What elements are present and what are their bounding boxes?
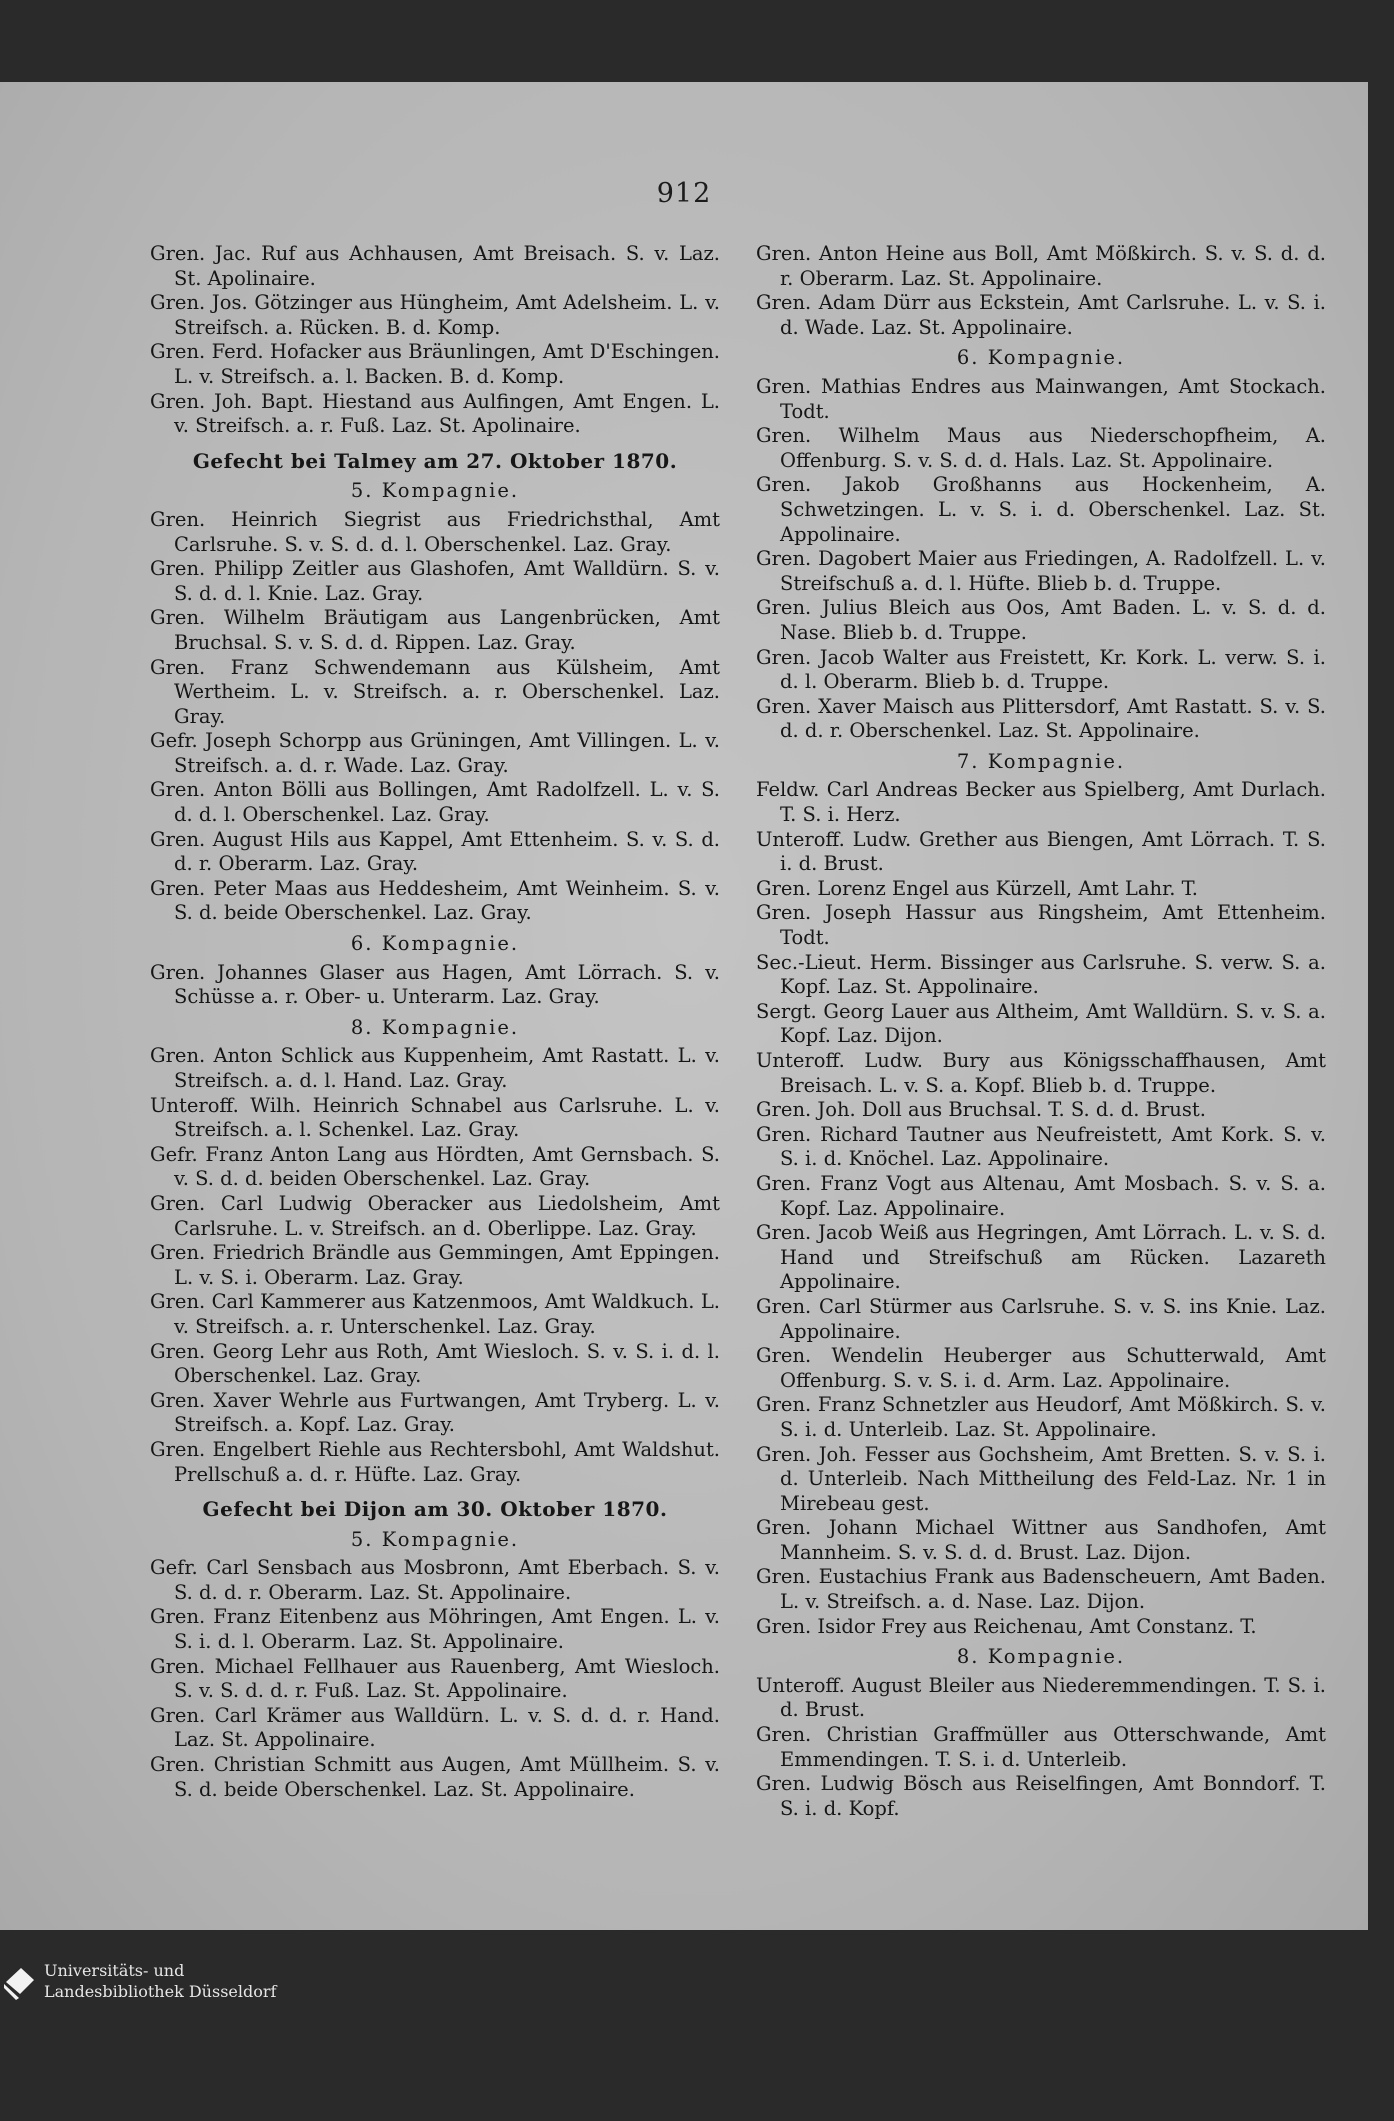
casualty-entry: Gren. Johann Michael Wittner aus Sandhofen, Amt Mannheim. S. v. S. d. d. Brust. Laz. Dijon. — [756, 1516, 1326, 1564]
casualty-entry: Gren. Xaver Wehrle aus Furtwangen, Amt Tryberg. L. v. Streifsch. a. Kopf. Laz. Gray. — [150, 1388, 720, 1437]
company-heading: 5. Kompagnie. — [350, 479, 520, 503]
casualty-entry: Gren. Richard Tautner aus Neufreistett, Amt Kork. S. v. S. i. d. Knöchel. Laz. Appolinaire. — [756, 1122, 1326, 1171]
casualty-entry: Gren. Wendelin Heuberger aus Schutterwald, Amt Offenburg. S. v. S. i. d. Arm. Laz. Appolinaire. — [756, 1344, 1326, 1392]
company-heading: 5. Kompagnie. — [350, 1527, 520, 1551]
casualty-entry: Gren. Christian Schmitt aus Augen, Amt Müllheim. S. v. S. d. beide Oberschenkel. Laz. St. Appolinaire. — [150, 1753, 720, 1801]
casualty-entry: Gren. Michael Fellhauer aus Rauenberg, Amt Wiesloch. S. v. S. d. d. r. Fuß. Laz. St. Appolinaire. — [150, 1654, 720, 1703]
casualty-entry: Gren. Wilhelm Bräutigam aus Langenbrücken, Amt Bruchsal. S. v. S. d. d. Rippen. Laz. Gray. — [150, 606, 720, 654]
casualty-entry: Gren. Eustachius Frank aus Badenscheuern, Amt Baden. L. v. Streifsch. a. d. Nase. Laz. Dijon. — [756, 1565, 1326, 1614]
section-heading: Gefecht bei Dijon am 30. Oktober 1870. — [202, 1497, 668, 1522]
casualty-entry: Gren. Joh. Fesser aus Gochsheim, Amt Bretten. S. v. S. i. d. Unterleib. Nach Mittheilung des Feld-Laz. Nr. 1 in Mirebeau gest. — [756, 1442, 1326, 1515]
casualty-entry: Gren. Joseph Hassur aus Ringsheim, Amt Ettenheim. Todt. — [756, 901, 1326, 950]
casualty-entry: Gren. Carl Ludwig Oberacker aus Liedolsheim, Amt Carlsruhe. L. v. Streifsch. an d. Oberlippe. Laz. Gray. — [150, 1191, 720, 1240]
casualty-entry: Gren. Joh. Bapt. Hiestand aus Aulfingen, Amt Engen. L. v. Streifsch. a. r. Fuß. Laz. St. Apolinaire. — [150, 389, 720, 438]
casualty-entry: Gren. Dagobert Maier aus Friedingen, A. Radolfzell. L. v. Streifschuß a. d. l. Hüfte. Blieb b. d. Truppe. — [756, 547, 1326, 595]
casualty-entry: Unteroff. August Bleiler aus Niederemmendingen. T. S. i. d. Brust. — [756, 1673, 1326, 1722]
company-heading: 8. Kompagnie. — [350, 1015, 520, 1039]
casualty-entry: Gren. Jac. Ruf aus Achhausen, Amt Breisach. S. v. Laz. St. Apolinaire. — [150, 242, 720, 290]
casualty-entry: Sec.-Lieut. Herm. Bissinger aus Carlsruhe. S. verw. S. a. Kopf. Laz. St. Appolinaire. — [756, 950, 1326, 999]
casualty-entry: Gren. Carl Krämer aus Walldürn. L. v. S. d. d. r. Hand. Laz. St. Appolinaire. — [150, 1703, 720, 1752]
casualty-entry: Gren. Anton Heine aus Boll, Amt Mößkirch. S. v. S. d. d. r. Oberarm. Laz. St. Appolinaire. — [756, 242, 1326, 290]
casualty-entry: Gren. Christian Graffmüller aus Otterschwande, Amt Emmendingen. T. S. i. d. Unterleib. — [756, 1723, 1326, 1771]
casualty-entry: Gren. Franz Schnetzler aus Heudorf, Amt Mößkirch. S. v. S. i. d. Unterleib. Laz. St. Appolinaire. — [756, 1393, 1326, 1441]
casualty-entry: Gren. Carl Stürmer aus Carlsruhe. S. v. S. ins Knie. Laz. Appolinaire. — [756, 1294, 1326, 1343]
casualty-entry: Gren. Ludwig Bösch aus Reiselfingen, Amt Bonndorf. T. S. i. d. Kopf. — [756, 1772, 1326, 1820]
casualty-entry: Gefr. Franz Anton Lang aus Hördten, Amt Gernsbach. S. v. S. d. d. beiden Oberschenkel. Laz. Gray. — [150, 1142, 720, 1191]
casualty-entry: Feldw. Carl Andreas Becker aus Spielberg, Amt Durlach. T. S. i. Herz. — [756, 778, 1326, 827]
casualty-entry: Gren. Franz Vogt aus Altenau, Amt Mosbach. S. v. S. a. Kopf. Laz. Appolinaire. — [756, 1171, 1326, 1220]
left-column — [150, 242, 720, 1802]
casualty-entry: Gren. Jacob Weiß aus Hegringen, Amt Lörrach. L. v. S. d. Hand und Streifschuß am Rücken. Lazareth Appolinaire. — [756, 1221, 1326, 1294]
casualty-entry: Gren. Isidor Frey aus Reichenau, Amt Constanz. T. — [756, 1614, 1257, 1638]
casualty-entry: Unteroff. Ludw. Grether aus Biengen, Amt Lörrach. T. S. i. d. Brust. — [756, 827, 1326, 876]
watermark-line-1: Universitäts- und — [44, 1961, 185, 1980]
casualty-entry: Gefr. Carl Sensbach aus Mosbronn, Amt Eberbach. S. v. S. d. d. r. Oberarm. Laz. St. Appolinaire. — [150, 1556, 720, 1604]
page-number: 912 — [656, 178, 712, 209]
section-heading: Gefecht bei Talmey am 27. Oktober 1870. — [192, 448, 678, 473]
company-heading: 7. Kompagnie. — [956, 749, 1126, 773]
casualty-entry: Gren. Ferd. Hofacker aus Bräunlingen, Amt D'Eschingen. L. v. Streifsch. a. l. Backen. B. d. Komp. — [150, 340, 720, 388]
company-heading: 6. Kompagnie. — [956, 346, 1126, 370]
casualty-entry: Gren. Franz Schwendemann aus Külsheim, Amt Wertheim. L. v. Streifsch. a. r. Oberschenkel. Laz. Gray. — [150, 655, 720, 728]
casualty-entry: Gren. Peter Maas aus Heddesheim, Amt Weinheim. S. v. S. d. beide Oberschenkel. Laz. Gray. — [150, 876, 720, 925]
casualty-entry: Unteroff. Wilh. Heinrich Schnabel aus Carlsruhe. L. v. Streifsch. a. l. Schenkel. Laz. Gray. — [150, 1093, 720, 1142]
casualty-entry: Sergt. Georg Lauer aus Altheim, Amt Walldürn. S. v. S. a. Kopf. Laz. Dijon. — [756, 999, 1326, 1048]
casualty-entry: Gren. Carl Kammerer aus Katzenmoos, Amt Waldkuch. L. v. Streifsch. a. r. Unterschenkel. Laz. Gray. — [150, 1290, 720, 1338]
casualty-entry: Gren. Georg Lehr aus Roth, Amt Wiesloch. S. v. S. i. d. l. Oberschenkel. Laz. Gray. — [150, 1339, 720, 1388]
casualty-entry: Gren. Julius Bleich aus Oos, Amt Baden. L. v. S. d. d. Nase. Blieb b. d. Truppe. — [756, 596, 1326, 644]
library-watermark — [0, 1960, 300, 2004]
company-heading: 6. Kompagnie. — [350, 932, 520, 956]
casualty-entry: Gren. Philipp Zeitler aus Glashofen, Amt Walldürn. S. v. S. d. d. l. Knie. Laz. Gray. — [150, 557, 720, 605]
casualty-entry: Gren. Jos. Götzinger aus Hüngheim, Amt Adelsheim. L. v. Streifsch. a. Rücken. B. d. Komp. — [150, 291, 720, 339]
casualty-entry: Gren. Friedrich Brändle aus Gemmingen, Amt Eppingen. L. v. S. i. Oberarm. Laz. Gray. — [150, 1241, 720, 1289]
watermark-line-2: Landesbibliothek Düsseldorf — [44, 1982, 277, 2001]
casualty-entry: Gren. Johannes Glaser aus Hagen, Amt Lörrach. S. v. Schüsse a. r. Ober- u. Unterarm. Laz. Gray. — [150, 960, 720, 1009]
casualty-entry: Gren. Joh. Doll aus Bruchsal. T. S. d. d. Brust. — [756, 1098, 1206, 1122]
watermark-text — [44, 1960, 276, 2002]
casualty-entry: Gren. Jacob Walter aus Freistett, Kr. Kork. L. verw. S. i. d. l. Oberarm. Blieb b. d. Truppe. — [756, 645, 1326, 694]
casualty-entry: Gren. Franz Eitenbenz aus Möhringen, Amt Engen. L. v. S. i. d. l. Oberarm. Laz. St. Appolinaire. — [150, 1605, 720, 1654]
library-logo-icon — [4, 1960, 38, 2000]
casualty-entry: Gefr. Joseph Schorpp aus Grüningen, Amt Villingen. L. v. Streifsch. a. d. r. Wade. Laz. Gray. — [150, 729, 720, 777]
casualty-entry: Gren. Engelbert Riehle aus Rechtersbohl, Amt Waldshut. Prellschuß a. d. r. Hüfte. Laz. Gray. — [150, 1437, 720, 1486]
casualty-entry: Gren. Lorenz Engel aus Kürzell, Amt Lahr. T. — [756, 876, 1198, 900]
casualty-entry: Gren. August Hils aus Kappel, Amt Ettenheim. S. v. S. d. d. r. Oberarm. Laz. Gray. — [150, 827, 720, 876]
casualty-entry: Gren. Wilhelm Maus aus Niederschopfheim, A. Offenburg. S. v. S. d. d. Hals. Laz. St. Appolinaire. — [756, 424, 1326, 472]
casualty-entry: Gren. Jakob Großhanns aus Hockenheim, A. Schwetzingen. L. v. S. i. d. Oberschenkel. Laz. St. Appolinaire. — [756, 473, 1326, 546]
casualty-entry: Gren. Mathias Endres aus Mainwangen, Amt Stockach. Todt. — [756, 374, 1326, 423]
casualty-entry: Gren. Anton Schlick aus Kuppenheim, Amt Rastatt. L. v. Streifsch. a. d. l. Hand. Laz. Gray. — [150, 1044, 720, 1092]
casualty-entry: Gren. Anton Bölli aus Bollingen, Amt Radolfzell. L. v. S. d. d. l. Oberschenkel. Laz. Gray. — [150, 778, 720, 827]
casualty-entry: Gren. Xaver Maisch aus Plittersdorf, Amt Rastatt. S. v. S. d. d. r. Oberschenkel. Laz. St. Appolinaire. — [756, 694, 1326, 743]
casualty-entry: Gren. Heinrich Siegrist aus Friedrichsthal, Amt Carlsruhe. S. v. S. d. d. l. Oberschenkel. Laz. Gray. — [150, 507, 720, 556]
casualty-entry: Gren. Adam Dürr aus Eckstein, Amt Carlsruhe. L. v. S. i. d. Wade. Laz. St. Appolinaire. — [756, 291, 1326, 339]
casualty-entry: Unteroff. Ludw. Bury aus Königsschaffhausen, Amt Breisach. L. v. S. a. Kopf. Blieb b. d. Truppe. — [756, 1049, 1326, 1097]
document-page — [0, 82, 1368, 1930]
right-column — [756, 242, 1326, 1821]
company-heading: 8. Kompagnie. — [956, 1645, 1126, 1669]
